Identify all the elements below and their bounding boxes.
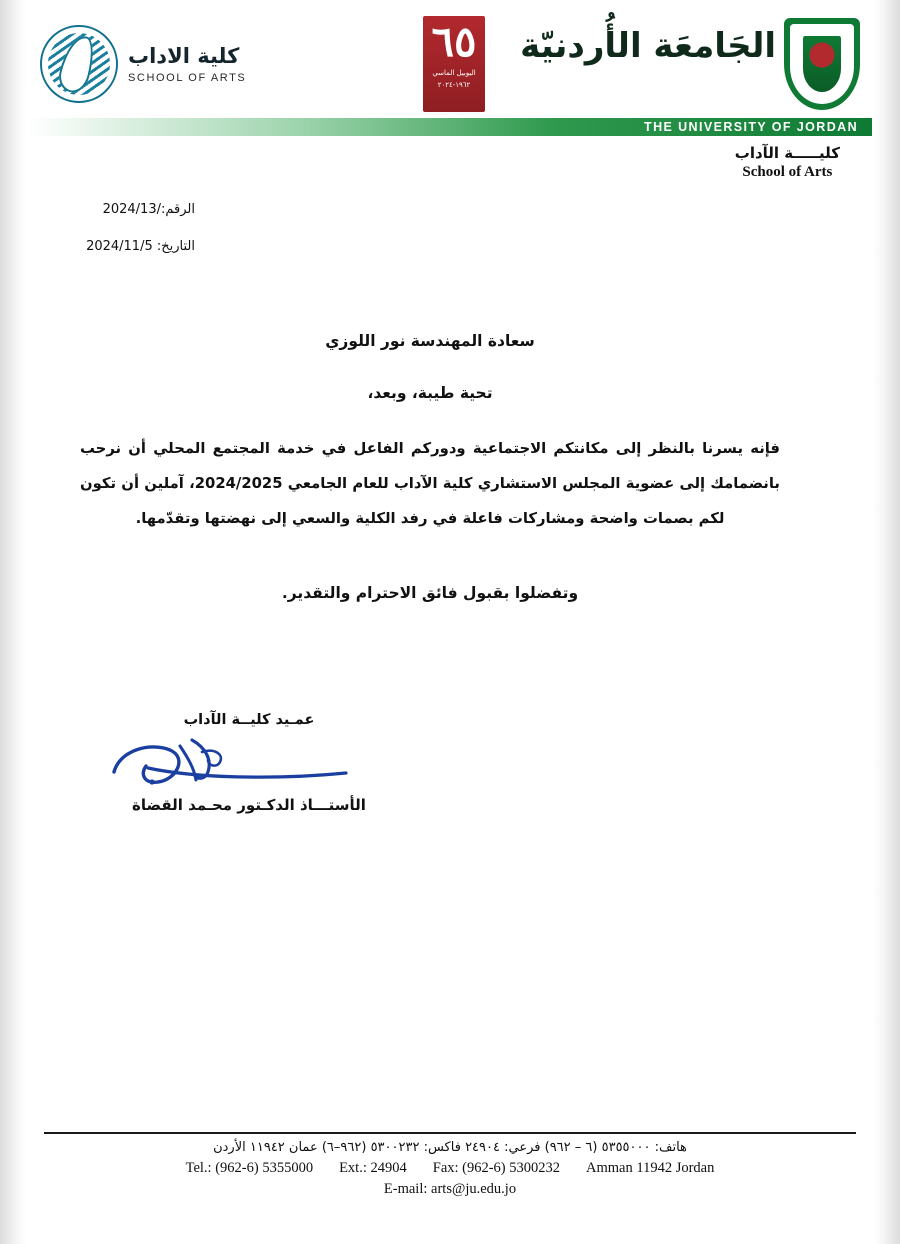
page-edge-left [0,0,26,1244]
anniversary-years: ١٩٦٢-٢٠٢٤ [437,81,471,89]
date-value: 2024/11/5 [86,239,153,254]
university-crest-icon [784,18,860,110]
crest-inner [790,24,854,104]
signer-name: الأستـــاذ الدكـتور محـمد القضاة [132,796,366,814]
faculty-heading-arabic: كليـــــة الآداب [734,144,840,162]
date-line [86,239,195,254]
faculty-heading-english: School of Arts [742,164,833,180]
school-of-arts-logo-english: SCHOOL OF ARTS [128,71,247,84]
faculty-heading [735,144,840,181]
closing-line: وتفضلوا بقبول فائق الاحترام والتقدير. [281,584,579,603]
university-arabic-wordmark: الجَامعَة الأُردنيّة [520,26,776,66]
recipient-line: سعادة المهندسة نور اللوزي [325,332,535,350]
anniversary-number: ٦٥ [431,17,477,66]
quill-pen-emblem-icon [40,25,118,103]
footer-divider [44,1132,856,1134]
footer-address: Amman 11942 Jordan [586,1160,715,1176]
footer-email-value[interactable]: arts@ju.edu.jo [431,1181,517,1197]
reference-line [86,202,195,217]
footer-tel: Tel.: (962-6) 5355000 [185,1160,314,1176]
handwritten-signature-icon [84,732,414,794]
page-edge-right [874,0,900,1244]
signature-block [84,712,414,814]
school-of-arts-logo-text [128,44,246,85]
university-green-band [28,118,872,136]
letter-body [80,332,780,602]
signer-title: عمـيد كليــة الآداب [183,712,315,728]
reference-label: الرقم: [161,202,195,217]
footer-fax: Fax: (962-6) 5300232 [432,1160,561,1176]
school-of-arts-logo [40,24,255,104]
university-english-name: THE UNIVERSITY OF JORDAN [644,120,858,134]
reference-value: /2024/13 [102,202,161,217]
school-of-arts-logo-arabic: كلية الاداب [128,43,240,68]
document-meta [86,202,195,276]
greeting-line: تحية طيبة، وبعد، [367,384,493,402]
footer-ext: Ext.: 24904 [339,1160,407,1176]
footer-arabic-contact: هاتف: ٥٣٥٥٠٠٠ (٦ – ٩٦٢) فرعي: ٢٤٩٠٤ فاكس: ٥٣٠٠٢٣٢ (٩٦٢–٦) عمان ١١٩٤٢ الأردن [213,1140,687,1155]
anniversary-arabic-label: اليوبيل الماسي [432,69,476,77]
letterhead-footer [44,1138,856,1200]
footer-email-label: E-mail: [383,1181,428,1197]
date-label: التاريخ: [156,239,195,254]
letterhead-header [28,8,872,126]
crest-detail [803,36,841,92]
footer-email-line [44,1179,856,1200]
body-paragraph: فإنه يسرنا بالنظر إلى مكانتكم الاجتماعية ودوركم الفاعل في خدمة المجتمع المحلي أن نرحب بانضمامك إلى عضوية المجلس الاستشاري كلية الآداب للعام الجامعي 2024/2025، آملين أن تكون لكم بصمات واضحة ومشاركات فاعلة في رفد الكلية والسعي إلى نهضتها وتقدّمها. [80,440,780,527]
footer-english-contact [44,1158,856,1179]
